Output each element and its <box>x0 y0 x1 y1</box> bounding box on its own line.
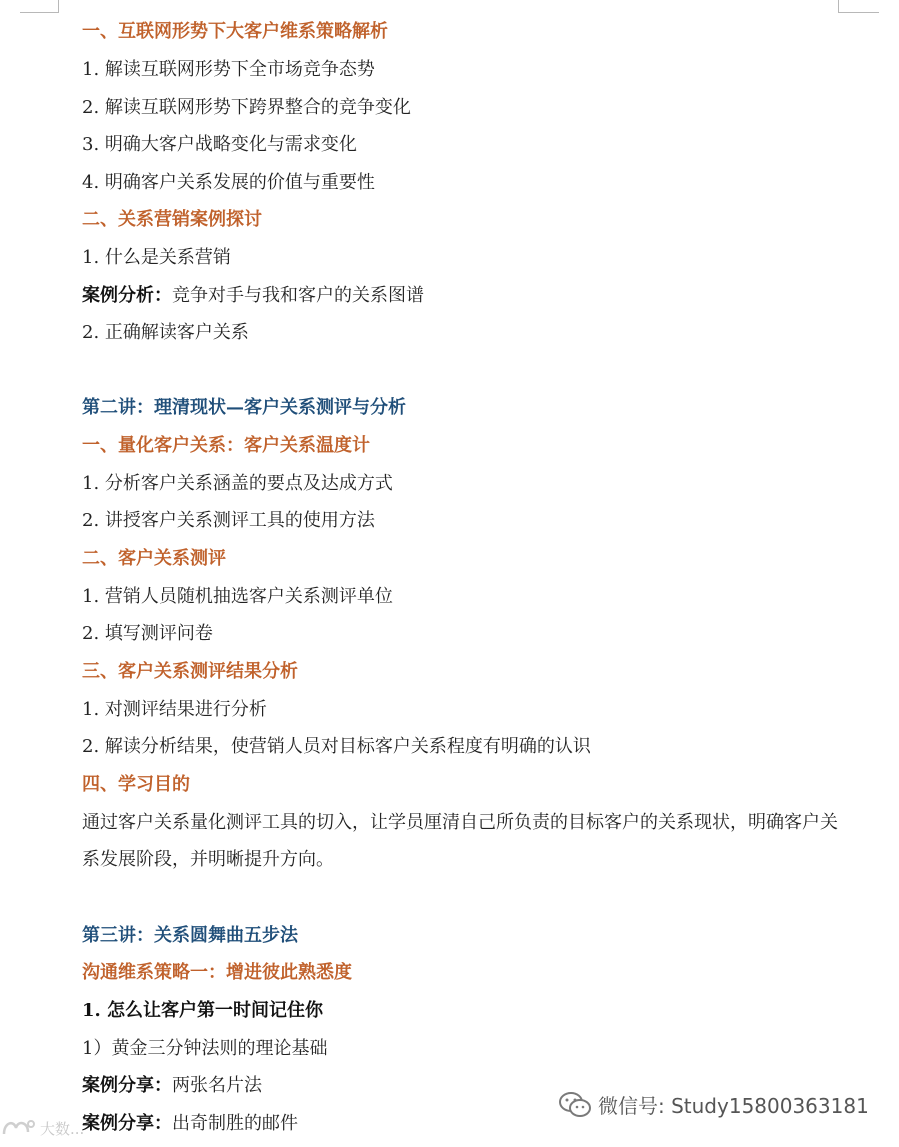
case-text: 竞争对手与我和客户的关系图谱 <box>172 285 424 306</box>
list-item: 4. 明确客户关系发展的价值与重要性 <box>82 172 375 193</box>
list-item: 2. 解读互联网形势下跨界整合的竞争变化 <box>82 97 411 118</box>
section-heading: 二、关系营销案例探讨 <box>82 209 262 230</box>
list-item: 2. 讲授客户关系测评工具的使用方法 <box>82 510 375 531</box>
list-item: 3. 明确大客户战略变化与需求变化 <box>82 134 357 155</box>
list-item: 1. 对测评结果进行分析 <box>82 699 267 720</box>
list-item: 2. 正确解读客户关系 <box>82 322 249 343</box>
case-text: 出奇制胜的邮件 <box>172 1113 298 1134</box>
list-item: 1. 营销人员随机抽选客户关系测评单位 <box>82 586 393 607</box>
case-label: 案例分析： <box>82 285 172 306</box>
section-heading: 四、学习目的 <box>82 774 190 795</box>
corner-watermark-text: 大数... <box>40 1119 85 1138</box>
paragraph: 通过客户关系量化测评工具的切入，让学员厘清自己所负责的目标客户的关系现状，明确客户关系发展阶段，并明晰提升方向。 <box>82 812 838 870</box>
list-item: 1. 分析客户关系涵盖的要点及达成方式 <box>82 473 393 494</box>
lecture-heading: 第三讲：关系圆舞曲五步法 <box>82 925 298 946</box>
logo-icon <box>0 1116 36 1140</box>
page-corner-mark-left <box>20 0 59 13</box>
wechat-icon <box>558 1091 592 1119</box>
corner-watermark <box>0 1116 84 1140</box>
case-line <box>82 1074 262 1098</box>
wechat-watermark <box>558 1090 869 1119</box>
section-heading: 一、量化客户关系：客户关系温度计 <box>82 435 370 456</box>
list-item: 1. 什么是关系营销 <box>82 247 231 268</box>
wechat-id-text: 微信号: Study15800363181 <box>598 1094 869 1118</box>
list-item: 1. 解读互联网形势下全市场竞争态势 <box>82 59 375 80</box>
section-heading: 二、客户关系测评 <box>82 548 226 569</box>
list-item: 1）黄金三分钟法则的理论基础 <box>82 1038 328 1059</box>
case-label: 案例分享： <box>82 1113 172 1134</box>
case-line <box>82 1112 298 1136</box>
section-heading: 三、客户关系测评结果分析 <box>82 661 298 682</box>
section-heading: 沟通维系策略一：增进彼此熟悉度 <box>82 962 352 983</box>
list-item: 2. 解读分析结果，使营销人员对目标客户关系程度有明确的认识 <box>82 736 591 757</box>
lecture-heading: 第二讲：理清现状—客户关系测评与分析 <box>82 397 406 418</box>
case-label: 案例分享： <box>82 1075 172 1096</box>
section-heading: 一、互联网形势下大客户维系策略解析 <box>82 21 388 42</box>
list-item: 2. 填写测评问卷 <box>82 623 213 644</box>
subsection-heading: 1. 怎么让客户第一时间记住你 <box>82 1000 324 1021</box>
page-corner-mark-right <box>838 0 879 13</box>
case-text: 两张名片法 <box>172 1075 262 1096</box>
case-line <box>82 284 424 308</box>
